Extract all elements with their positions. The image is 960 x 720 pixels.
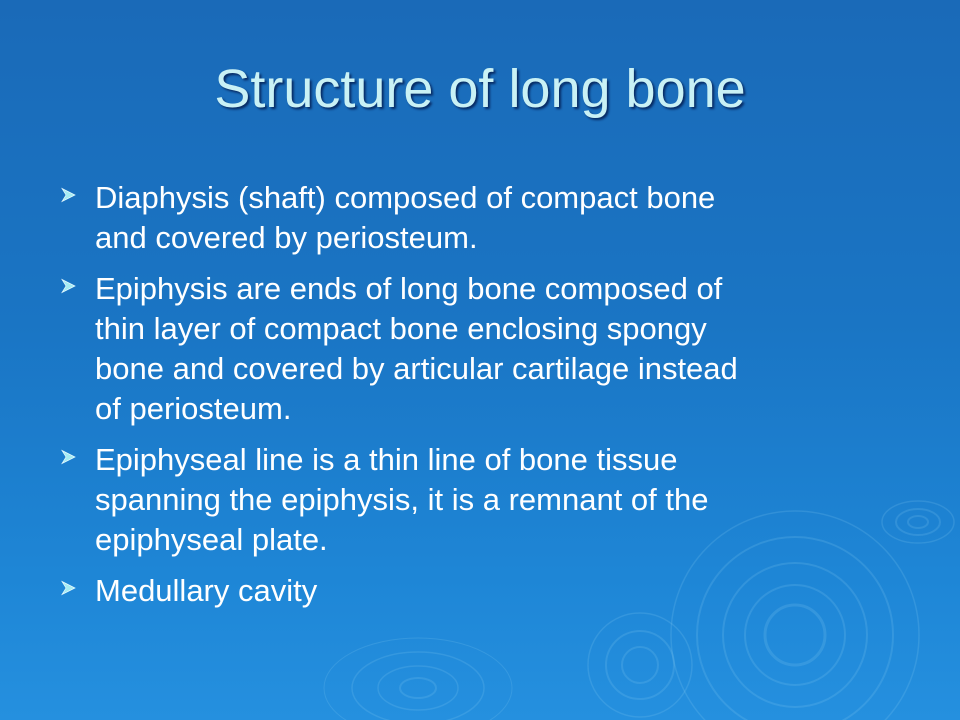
bullet-text-line: spanning the epiphysis, it is a remnant of the	[95, 482, 709, 517]
bullet-text-line: of periosteum.	[95, 391, 292, 426]
bullet-text-line: Diaphysis (shaft) composed of compact bone	[95, 180, 716, 215]
bullet-text-line: bone and covered by articular cartilage instead	[95, 351, 738, 386]
arrowhead-bullet-icon	[60, 278, 77, 294]
bullet-text-line: Epiphysis are ends of long bone composed of	[95, 271, 723, 306]
bullet-list	[60, 178, 880, 622]
bullet-item-diaphysis	[60, 178, 880, 258]
bullet-item-epiphysis	[60, 269, 880, 429]
bullet-text-line: thin layer of compact bone enclosing spongy	[95, 311, 707, 346]
bullet-item-medullary-cavity	[60, 571, 880, 611]
bullet-text-line: and covered by periosteum.	[95, 220, 478, 255]
slide-title: Structure of long bone	[214, 59, 746, 119]
bullet-text-line: Medullary cavity	[95, 573, 318, 608]
bullet-text-line: Epiphyseal line is a thin line of bone tissue	[95, 442, 678, 477]
bullet-item-epiphyseal-line	[60, 440, 880, 560]
arrowhead-bullet-icon	[60, 580, 77, 596]
bullet-text-line: epiphyseal plate.	[95, 522, 328, 557]
arrowhead-bullet-icon	[60, 187, 77, 203]
arrowhead-bullet-icon	[60, 449, 77, 465]
